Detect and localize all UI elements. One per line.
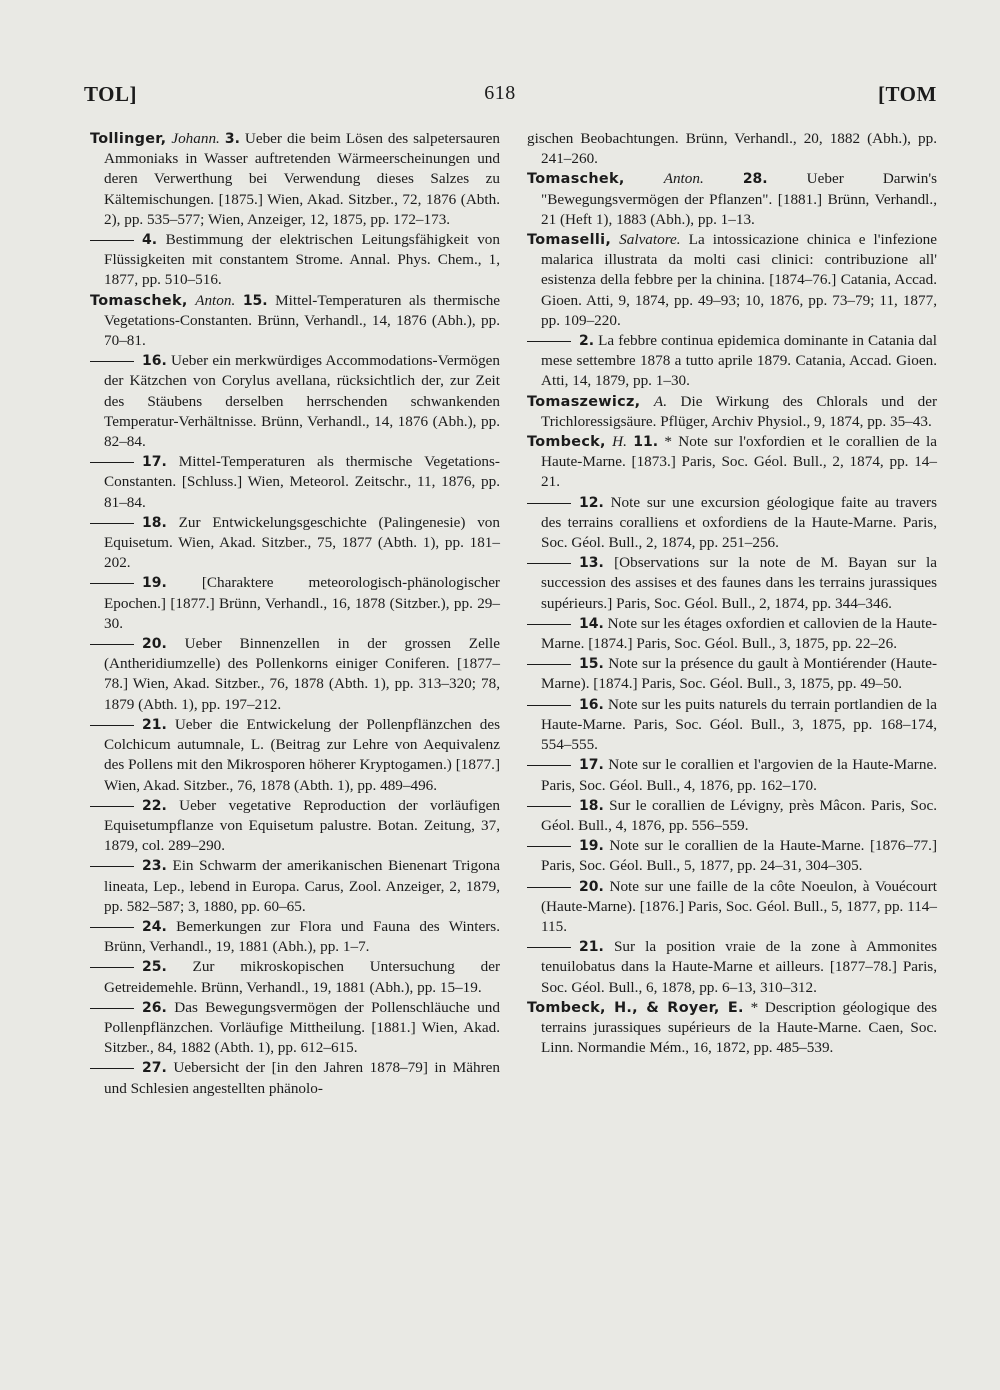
entry-text: Ein Schwarm der amerikanischen Bienenart Trigona lineata, Lep., lebend in Europa. Carus, Zool. Anzeiger, 2, 1879, pp. 582–587; 3, 1880, pp. 60–65. [104,857,500,915]
ditto-rule [90,725,134,726]
bibliography-entry [90,998,500,1059]
author-name: Tomaszewicz, [527,393,641,410]
author-name: Tomaschek, [90,292,188,309]
ditto-rule [527,624,571,625]
entry-number: 19. [579,838,604,855]
bibliography-entry [90,917,500,957]
author-name: Tombeck, [527,434,606,451]
entry-number: 3. [224,131,240,147]
bibliography-entry [527,654,937,694]
entry-text: Mittel-Temperaturen als thermische Vegetations-Constanten. Brünn, Verhandl., 14, 1876 (Abh.), pp. 70–81. [104,291,501,350]
entry-number: 4. [142,232,158,249]
entry-text: Bemerkungen zur Flora und Fauna des Winters. Brünn, Verhandl., 19, 1881 (Abh.), pp. 1–7. [104,917,500,956]
ditto-rule [527,705,571,706]
left-column [90,129,500,1099]
running-head-left: TOL] [84,82,137,106]
author-given-name: A. [653,392,667,410]
bibliography-entry [90,957,500,997]
entry-text: Note sur les étages oxfordien et callovien de la Haute-Marne. [1874.] Paris, Soc. Géol. Bull., 3, 1875, pp. 22–26. [541,614,938,653]
bibliography-entry [527,230,937,331]
entry-text: [Observations sur la note de M. Bayan sur la succession des assises et des faunes dans les terrains jurassiques supérieurs.] Paris, Soc. Géol. Bull., 2, 1874, pp. 344–346. [541,554,938,612]
entry-number: 22. [142,797,167,814]
bibliography-entry [527,392,937,432]
bibliography-entry [90,129,500,230]
entry-text: La intossicazione chinica e l'infezione malarica illustrata da molti casi clinici: contribuzione all' esistenza della febbre per la chinina. [1874–76.] Catania, Accad. Gioen. Atti, 9, 1874, pp. 49–93; 10, 1876, pp. 73–79; 11, 1877, pp. 109–220. [541,231,938,329]
ditto-rule [527,947,571,948]
ditto-rule [90,1068,134,1069]
entry-text: Ueber Darwin's "Bewegungsvermögen der Pflanzen". [1881.] Brünn, Verhandl., 21 (Heft 1), 1883 (Abh.), pp. 1–13. [541,170,938,228]
bibliography-entry [90,291,500,352]
entry-number: 21. [579,939,604,956]
entry-number: 20. [142,636,167,653]
entry-number: 15. [242,292,268,309]
bibliography-entry [527,877,937,938]
entry-number: 27. [142,1060,167,1077]
ditto-rule [90,927,134,928]
ditto-rule [527,846,571,847]
bibliography-entry [90,452,500,513]
entry-number: 28. [742,171,768,188]
entry-number: 16. [579,696,604,713]
right-column [527,129,937,1058]
entry-text: Note sur une excursion géologique faite au travers des terrains coralliens et oxfordiens de la Haute-Marne. Paris, Soc. Géol. Bull., 2, 1874, pp. 251–256. [541,493,937,552]
entry-text: * Note sur l'oxfordien et le corallien de la Haute-Marne. [1873.] Paris, Soc. Géol. Bull., 2, 1874, pp. 14–21. [541,433,938,491]
bibliography-entry [527,998,937,1059]
bibliography-entry [90,856,500,917]
bibliography-entry [527,331,937,392]
bibliography-entry [90,1058,500,1098]
entry-text: gischen Beobachtungen. Brünn, Verhandl., 20, 1882 (Abh.), pp. 241–260. [527,130,937,168]
bibliography-entry [527,836,937,876]
entry-number: 21. [142,716,167,733]
ditto-rule [90,240,134,241]
bibliography-entry [90,230,500,291]
entry-number: 24. [142,918,167,935]
bibliography-entry [527,169,937,230]
author-given-name: Anton. [663,170,704,188]
ditto-rule [527,503,571,504]
entry-number: 12. [579,494,604,511]
entry-text: Note sur le corallien et l'argovien de la Haute-Marne. Paris, Soc. Géol. Bull., 4, 1876, pp. 162–170. [541,756,938,794]
bibliography-entry [90,573,500,634]
entry-text: * Description géologique des terrains jurassiques supérieurs de la Haute-Marne. Caen, Soc. Linn. Normandie Mém., 16, 1872, pp. 485–539. [541,998,937,1057]
entry-text: Zur mikroskopischen Untersuchung der Getreidemehle. Brünn, Verhandl., 19, 1881 (Abh.), pp. 15–19. [104,958,501,996]
bibliography-entry [90,351,500,452]
entry-text: Note sur les puits naturels du terrain portlandien de la Haute-Marne. Paris, Soc. Géol. Bull., 3, 1875, pp. 168–174, 554–555. [541,695,937,754]
entry-text: Bestimmung der elektrischen Leitungsfähigkeit von Flüssigkeiten mit constantem Strome. Annal. Phys. Chem., 1, 1877, pp. 510–516. [104,231,500,289]
bibliography-entry [527,796,937,836]
ditto-rule [527,664,571,665]
entry-number: 26. [142,999,167,1016]
page-number: 618 [484,82,516,104]
bibliography-entry [527,937,937,998]
bibliography-entry [527,695,937,756]
bibliography-entry [90,634,500,715]
ditto-rule [90,644,134,645]
ditto-rule [90,462,134,463]
entry-text: Sur le corallien de Lévigny, près Mâcon. Paris, Soc. Géol. Bull., 4, 1876, pp. 556–559. [541,796,937,834]
bibliography-entry [90,796,500,857]
entry-number: 16. [142,353,167,370]
bibliography-entry [90,513,500,574]
entry-number: 15. [579,656,604,673]
entry-number: 18. [142,514,167,531]
entry-text: Note sur le corallien de la Haute-Marne. [1876–77.] Paris, Soc. Géol. Bull., 5, 1877, pp. 24–31, 304–305. [541,837,938,875]
author-given-name: H. [612,433,627,451]
entry-text: Ueber die beim Lösen des salpetersauren Ammoniaks in Wasser auftretenden Wärmeerscheinungen und deren Verwerthung bei Verwendung dieses Salzes zu Kältemischungen. [1875.] Wien, Akad. Sitzber., 72, 1876 (Abth. 2), pp. 535–577; Wien, Anzeiger, 12, 1875, pp. 172–173. [104,130,501,228]
entry-number: 19. [142,575,167,592]
entry-number: 14. [579,615,604,632]
entry-text: Mittel-Temperaturen als thermische Vegetations-Constanten. [Schluss.] Wien, Meteorol. Zeitschr., 11, 1876, pp. 81–84. [104,453,500,511]
ditto-rule [527,563,571,564]
author-name: Tollinger, [90,131,167,147]
entry-text: Ueber die Entwickelung der Pollenpflänzchen des Colchicum autumnale, L. (Beitrag zur Lehre von Aequivalenz des Pollens mit den Mikrosporen höherer Kryptogamen.) [1877.] Wien, Akad. Sitzber., 76, 1878 (Abth. 1), pp. 489–496. [104,715,501,794]
ditto-rule [527,341,571,342]
author-given-name: Salvatore. [619,231,681,249]
entry-number: 17. [142,454,167,471]
entry-text: Uebersicht der [in den Jahren 1878–79] in Mähren und Schlesien angestellten phänolo- [104,1059,501,1097]
ditto-rule [90,583,134,584]
entry-number: 17. [579,757,604,774]
entry-text: Ueber ein merkwürdiges Accommodations-Vermögen der Kätzchen von Corylus avellana, rücksichtlich der, zur Zeit des Stäubens derselben herrschenden schwankenden Temperatur-Verhältnisse. Brünn, Verhandl., 14, 1876 (Abh.), pp. 82–84. [104,352,500,451]
entry-text: La febbre continua epidemica dominante in Catania dal mese settembre 1878 a tutto aprile 1879. Catania, Accad. Gioen. Atti, 14, 1879, pp. 1–30. [541,332,937,390]
entry-number: 25. [142,959,167,976]
author-given-name: Anton. [195,291,236,309]
ditto-rule [90,523,134,524]
ditto-rule [527,806,571,807]
entry-number: 23. [142,858,167,875]
bibliography-entry [527,129,937,169]
ditto-rule [90,361,134,362]
entry-text: Ueber Binnenzellen in der grossen Zelle (Antheridiumzelle) des Pollenkorns einiger Coniferen. [1877–78.] Wien, Akad. Sitzber., 76, 1878 (Abth. 1), pp. 313–320; 78, 1879 (Abth. 1), pp. 197–212. [104,635,500,713]
bibliography-entry [90,715,500,796]
ditto-rule [90,967,134,968]
entry-text: Ueber vegetative Reproduction der vorläufigen Equisetumpflanze von Equisetum palustre. Botan. Zeitung, 37, 1879, col. 289–290. [104,796,501,855]
running-head-right: [TOM [878,82,937,106]
entry-number: 20. [579,878,604,895]
entry-text: [Charaktere meteorologisch-phänologischer Epochen.] [1877.] Brünn, Verhandl., 16, 1878 (Sitzber.), pp. 29–30. [104,574,500,632]
ditto-rule [527,887,571,888]
entry-number: 13. [579,555,604,572]
entry-text: Note sur la présence du gault à Montiérender (Haute-Marne). [1874.] Paris, Soc. Géol. Bull., 3, 1875, pp. 49–50. [541,655,938,693]
bibliography-entry [527,755,937,795]
ditto-rule [527,765,571,766]
author-name: Tomaschek, [527,171,625,188]
author-given-name: Johann. [171,130,220,147]
ditto-rule [90,1008,134,1009]
author-name: Tomaselli, [527,232,612,249]
entry-text: Sur la position vraie de la zone à Ammonites tenuilobatus dans la Haute-Marne et ailleurs. [1877–78.] Paris, Soc. Géol. Bull., 6, 1878, pp. 6–13, 310–312. [541,938,937,996]
bibliography-entry [527,553,937,614]
entry-text: Die Wirkung des Chlorals und der Trichloressigsäure. Pflüger, Archiv Physiol., 9, 1874, pp. 35–43. [541,392,937,430]
entry-text: Das Bewegungsvermögen der Pollenschläuche und Pollenpflänzchen. Vorläufige Mittheilung. [1881.] Wien, Akad. Sitzber., 84, 1882 (Abth. 1), pp. 612–615. [104,998,500,1057]
entry-text: Note sur une faille de la côte Noeulon, à Vouécourt (Haute-Marne). [1876.] Paris, Soc. Géol. Bull., 5, 1877, pp. 114–115. [541,877,937,935]
ditto-rule [90,866,134,867]
entry-number: 18. [579,797,604,814]
author-name: Tombeck, H., & Royer, E. [527,999,744,1016]
entry-number: 2. [579,333,595,350]
bibliography-entry [527,493,937,554]
bibliography-entry [527,614,937,654]
bibliography-entry [527,432,937,493]
entry-text: Zur Entwickelungsgeschichte (Palingenesie) von Equisetum. Wien, Akad. Sitzber., 75, 1877 (Abth. 1), pp. 181–202. [104,513,500,572]
ditto-rule [90,806,134,807]
entry-number: 11. [633,434,659,451]
